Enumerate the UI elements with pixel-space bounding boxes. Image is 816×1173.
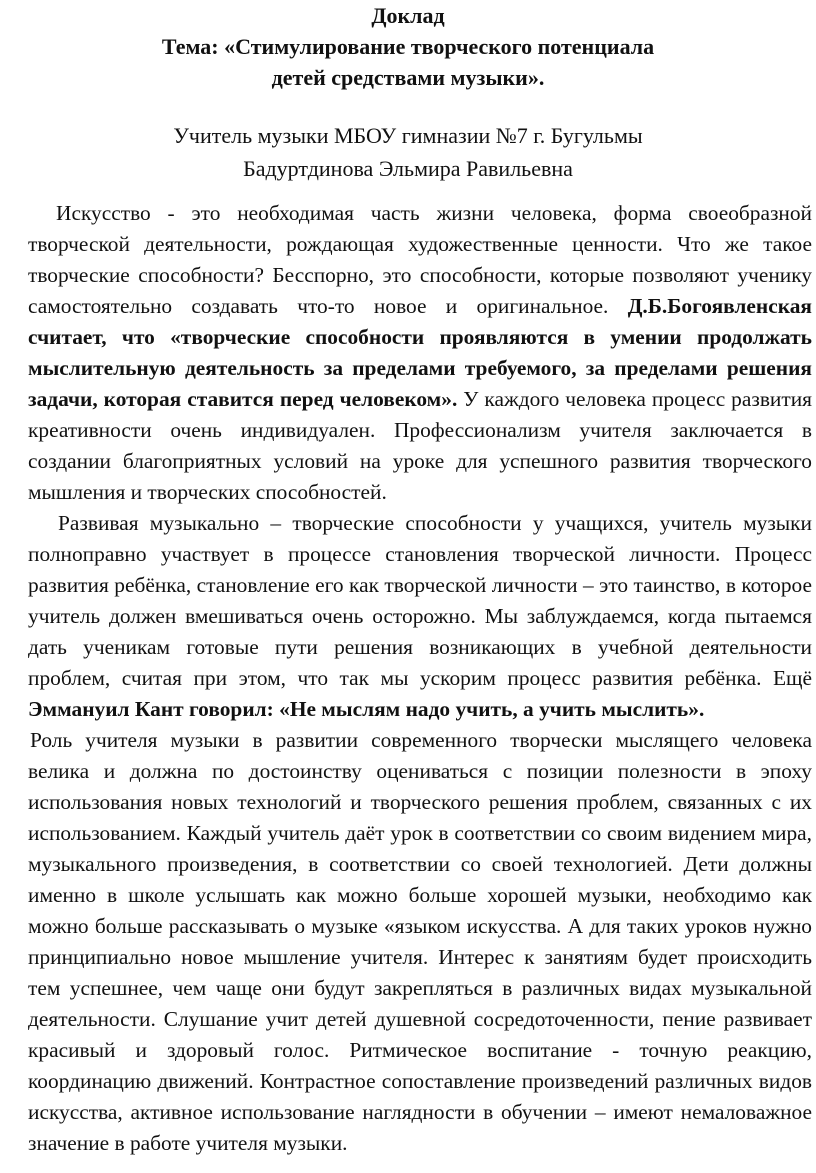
paragraph-1-text-a: Искусство - это необходимая часть жизни человека, форма своеобразной творческой деятельности, рождающая художественные ценности. Что же такое творческие способности? Бесспорно, это способности, которые позволяют ученику самостоятельно создавать что-то новое и оригинальное. <box>28 201 812 318</box>
document-topic-line-1: Тема: «Стимулирование творческого потенциала <box>161 34 655 59</box>
document-body <box>28 198 812 1159</box>
author-position: Учитель музыки МБОУ гимназии №7 г. Бугульмы <box>173 123 643 148</box>
document-header <box>0 0 816 93</box>
author-name: Бадуртдинова Эльмира Равильевна <box>243 156 573 181</box>
author-block <box>0 119 816 185</box>
paragraph-1-text-c: У каждого человека процесс развития креативности очень индивидуален. Профессионализм учителя заключается в создании благоприятных условий на уроке для успешного развития творческого мышления и творческих способностей. <box>28 387 812 504</box>
paragraph-3-text: Роль учителя музыки в развитии современного творчески мыслящего человека велика и должна по достоинству оцениваться с позиции полезности в эпоху использования новых технологий и творческого решения проблем, связанных с их использованием. Каждый учитель даёт урок в соответствии со своим видением мира, музыкального произведения, в соответствии со своей технологией. Дети должны именно в школе услышать как можно больше хорошей музыки, необходимо как можно больше рассказывать о музыке «языком искусства. А для таких уроков нужно принципиально новое мышление учителя. Интерес к занятиям будет происходить тем успешнее, чем чаще они будут закрепляться в различных видах музыкальной деятельности. Слушание учит детей душевной сосредоточенности, пение развивает красивый и здоровый голос. Ритмическое воспитание - точную реакцию, координацию движений. Контрастное сопоставление произведений различных видов искусства, активное использование наглядности в обучении – имеют немаловажное значение в работе учителя музыки. <box>28 728 812 1155</box>
paragraph-1 <box>28 198 812 508</box>
paragraph-3 <box>28 725 812 1159</box>
paragraph-2 <box>28 508 812 725</box>
document-title: Доклад <box>371 3 445 28</box>
paragraph-2-quote: Эммануил Кант говорил: «Не мыслям надо учить, а учить мыслить». <box>28 697 705 721</box>
paragraph-1-quote: Д.Б.Богоявленская считает, что «творческие способности проявляются в умении продолжать мыслительную деятельность за пределами требуемого, за пределами решения задачи, которая ставится перед человеком». <box>28 294 812 411</box>
document-topic-line-2: детей средствами музыки». <box>271 65 545 90</box>
paragraph-2-text-a: Развивая музыкально – творческие способности у учащихся, учитель музыки полноправно участвует в процессе становления творческой личности. Процесс развития ребёнка, становление его как творческой личности – это таинство, в которое учитель должен вмешиваться очень осторожно. Мы заблуждаемся, когда пытаемся дать ученикам готовые пути решения возникающих в учебной деятельности проблем, считая при этом, что так мы ускорим процесс развития ребёнка. Ещё <box>28 511 812 690</box>
